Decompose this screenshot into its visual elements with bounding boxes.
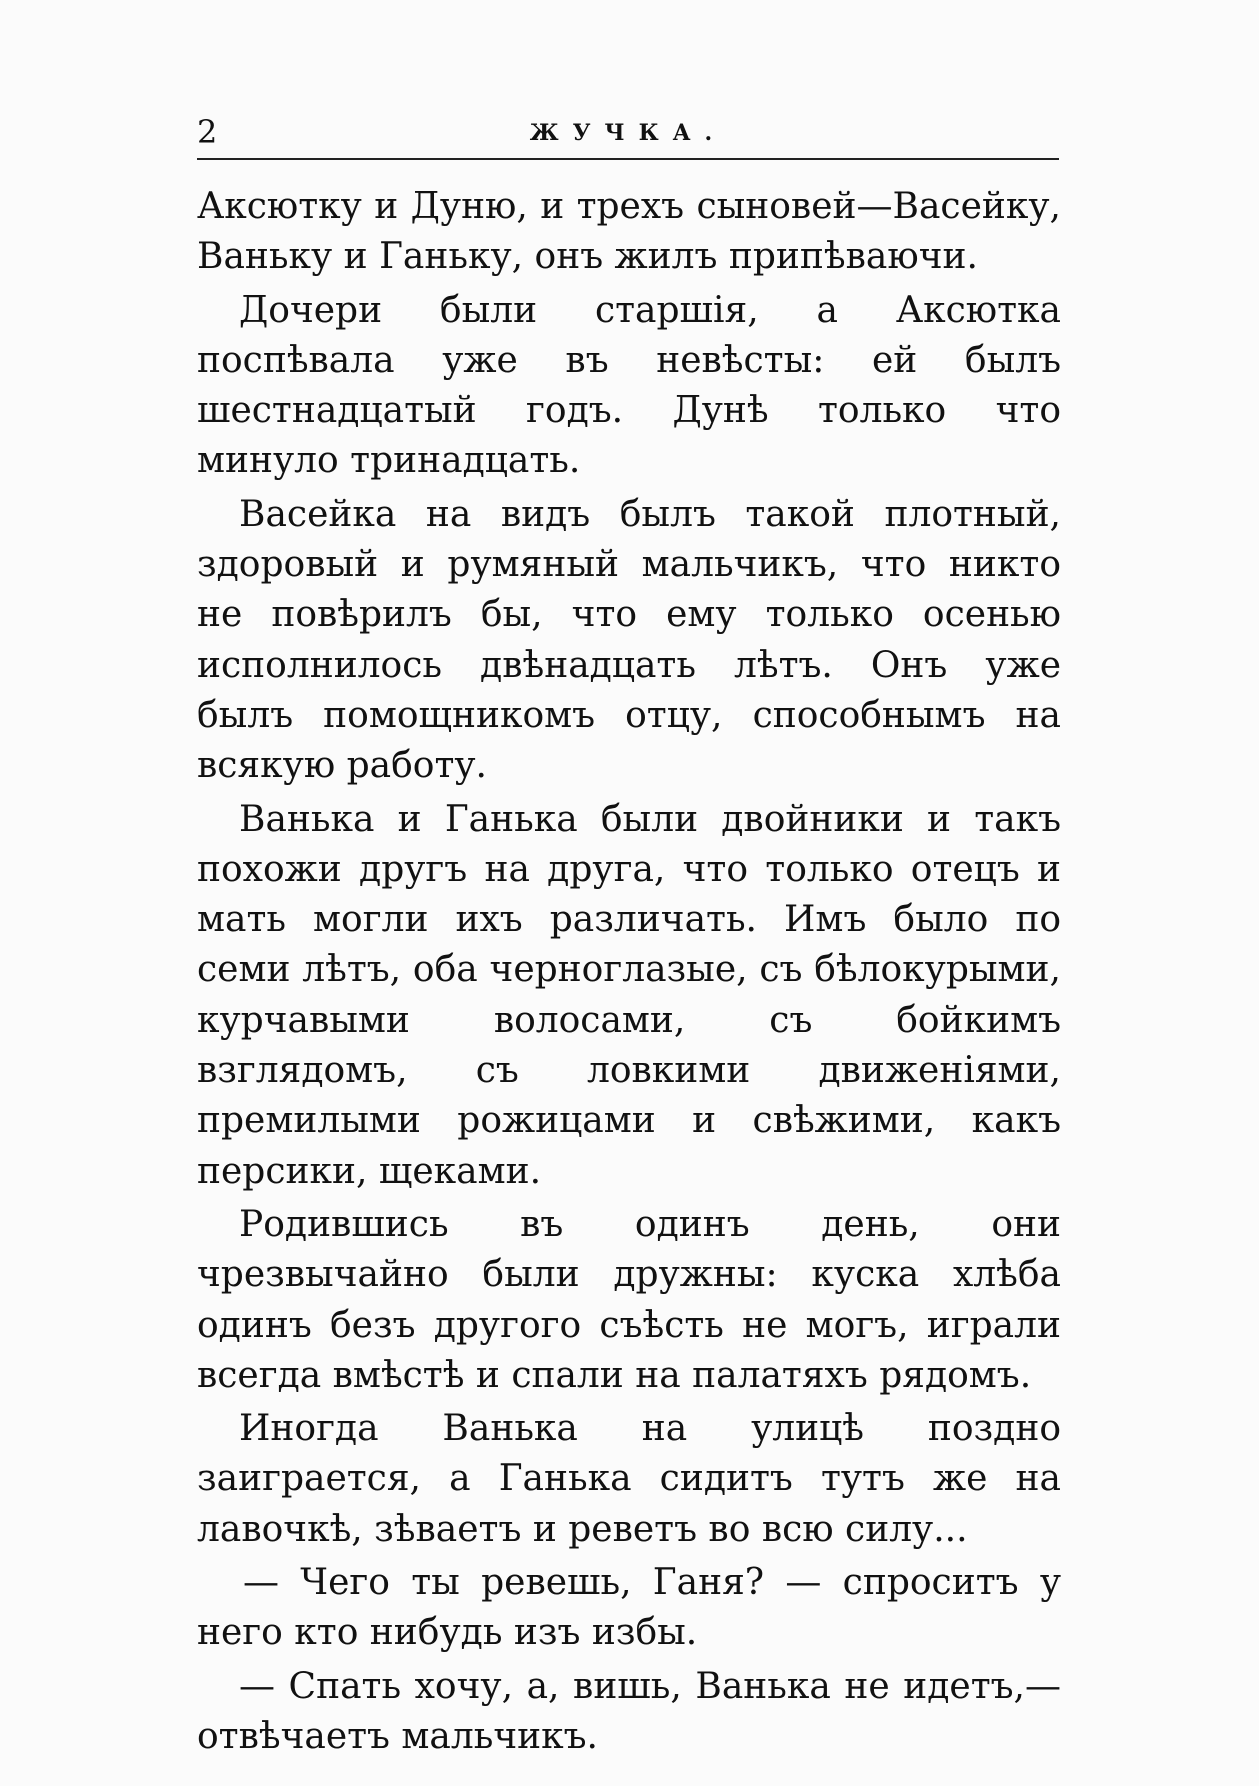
paragraph: Ванька и Ганька были двойники и такъ похожи другъ на друга, что только отецъ и мать могли ихъ различать. Имъ было по семи лѣтъ, оба черноглазые, съ бѣлокурыми, курчавыми волосами, съ бойкимъ взглядомъ, съ ловкими движеніями, премилыми рожицами и свѣжими, какъ персики, щеками. <box>197 798 1061 1192</box>
paragraph: Васейка на видъ былъ такой плотный, здоровый и румяный мальчикъ, что никто не повѣрилъ бы, что ему только осенью исполнилось двѣнадцать лѣтъ. Онъ уже былъ помощникомъ отцу, способнымъ на всякую работу. <box>197 493 1061 787</box>
paragraph: Родившись въ одинъ день, они чрезвычайно были дружны: куска хлѣба одинъ безъ другого съѣсть не могъ, играли всегда вмѣстѣ и спали на палатяхъ рядомъ. <box>197 1203 1061 1396</box>
page-header <box>197 112 1059 160</box>
running-title: ЖУЧКА. <box>529 120 727 146</box>
dialog-paragraph: — Чего ты ревешь, Ганя? — спроситъ у него кто нибудь изъ избы. <box>197 1562 1061 1654</box>
page-number: 2 <box>197 113 218 151</box>
paragraph: Аксютку и Дуню, и трехъ сыновей—Васейку, Ваньку и Ганьку, онъ жилъ припѣваючи. <box>197 186 1061 278</box>
dialog-paragraph: — Спать хочу, а, вишь, Ванька не идетъ,— отвѣчаетъ мальчикъ. <box>197 1665 1061 1757</box>
paragraph: Дочери были старшія, а Аксютка поспѣвала уже въ невѣсты: ей былъ шестнадцатый годъ. Дунѣ только что минуло тринадцать. <box>197 289 1061 482</box>
paragraph: Иногда Ванька на улицѣ поздно заиграется, а Ганька сидитъ тутъ же на лавочкѣ, зѣваетъ и реветъ во всю силу... <box>197 1408 1061 1550</box>
body-text <box>197 182 1061 1765</box>
